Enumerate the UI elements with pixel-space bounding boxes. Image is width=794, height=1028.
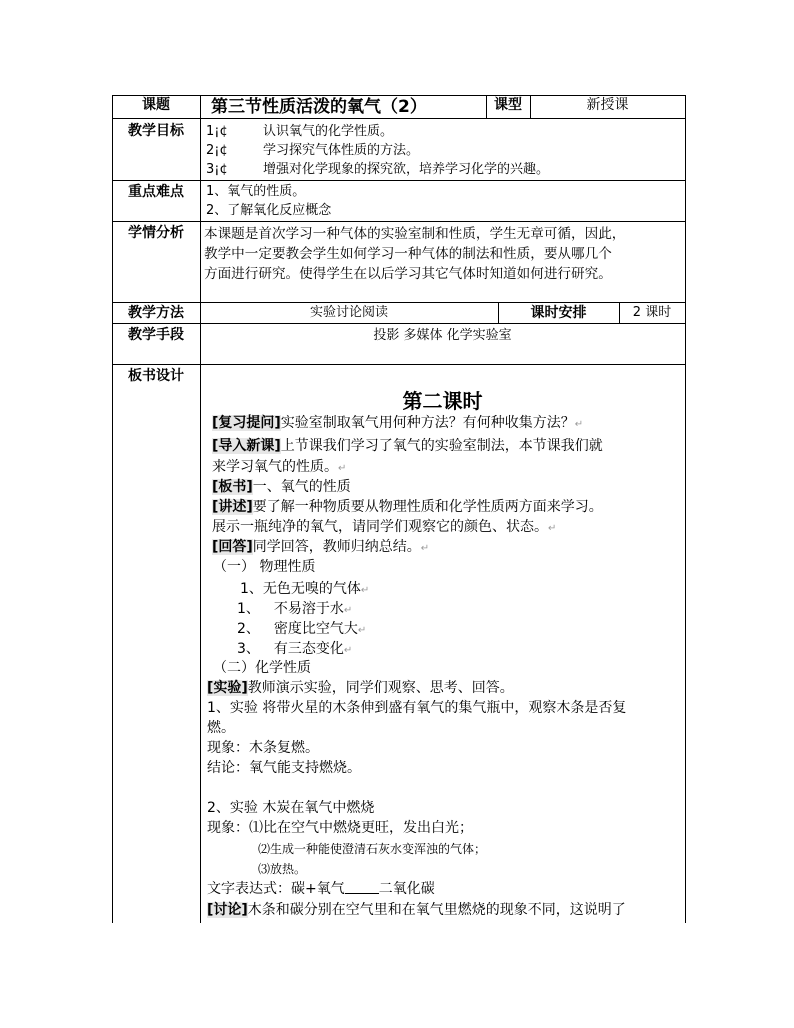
lesson-type-value: 新授课 (586, 97, 629, 113)
intro-text: 上节课我们学习了氧气的实验室制法，本节课我们就 (280, 438, 603, 454)
intro-line-cont (212, 458, 346, 478)
equation-left: 文字表达式：碳+氧气 (207, 881, 345, 897)
lesson-type-label: 课型 (494, 97, 522, 113)
item-text: 不易溶于水 (273, 601, 344, 617)
reaction-arrow-icon (345, 885, 379, 894)
goal-text: 学习探究气体性质的方法。 (263, 143, 420, 158)
return-mark-icon: ↵ (357, 625, 367, 636)
chemical-heading: （二）化学性质 (213, 660, 311, 676)
tag-label: [实验] (207, 680, 248, 696)
tag-label: [导入新课] (212, 438, 281, 454)
goal-text: 认识氧气的化学性质。 (263, 124, 394, 139)
return-mark-icon: ↵ (343, 605, 353, 616)
answer-line (212, 538, 429, 558)
exp2-phenomenon-2: ⑵生成一种能使澄清石灰水变浑浊的气体； (258, 842, 487, 856)
exp2-phenomenon-3: ⑶放热。 (258, 862, 307, 876)
item-number: 2、 (237, 621, 260, 637)
board-label: 板书设计 (128, 368, 184, 384)
exp2-title: 2、实验 木炭在氧气中燃烧 (207, 800, 375, 816)
return-mark-icon: ↵ (338, 463, 347, 474)
return-mark-icon: ↵ (574, 419, 584, 430)
hours-label: 课时安排 (530, 305, 587, 321)
analysis-line: 方面进行研究。使得学生在以后学习其它气体时知道如何进行研究。 (204, 266, 612, 282)
tag-label: [讲述] (212, 499, 253, 515)
equation-right: 二氧化碳 (378, 881, 435, 897)
item-number: 1、 (240, 581, 263, 597)
exp1-phenomenon: 现象：木条复燃。 (207, 740, 319, 756)
show-line (212, 518, 556, 538)
tag-label: [复习提问] (212, 415, 281, 431)
analysis-label: 学情分析 (128, 225, 184, 241)
lecture-text: 要了解一种物质要从物理性质和化学性质两方面来学习。 (252, 499, 603, 515)
goal-text: 增强对化学现象的探究欲，培养学习化学的兴趣。 (263, 162, 550, 177)
methods-label: 教学方法 (128, 305, 184, 321)
exp1-line: 1、实验 将带火星的木条伸到盛有氧气的集气瓶中，观察木条是否复 (207, 700, 627, 716)
return-mark-icon: ↵ (343, 645, 353, 656)
return-mark-icon: ↵ (420, 543, 430, 554)
list-item (237, 620, 366, 640)
item-text: 有三态变化 (273, 641, 344, 657)
board-heading: 第二课时 (402, 389, 483, 413)
return-mark-icon: ↵ (360, 585, 370, 596)
exp1-line-cont: 燃。 (207, 720, 235, 736)
item-number: 1、 (237, 601, 260, 617)
list-item (240, 580, 369, 600)
topic-label: 课题 (142, 97, 170, 113)
hours-value: 2 课时 (632, 305, 672, 320)
experiment-line (207, 679, 514, 697)
means-label: 教学手段 (128, 327, 184, 343)
key-points-label: 重点难点 (128, 184, 184, 200)
board-line (212, 478, 351, 496)
goal-number: 2¡¢ (206, 143, 228, 158)
goals-label: 教学目标 (128, 123, 184, 139)
word-equation (207, 880, 435, 898)
return-mark-icon: ↵ (548, 523, 557, 534)
exp2-phenomenon: 现象：⑴比在空气中燃烧更旺，发出白光； (207, 820, 473, 836)
show-text: 展示一瓶纯净的氧气，请同学们观察它的颜色、状态。 (212, 519, 548, 535)
list-item (237, 640, 352, 660)
discussion-text: 木条和碳分别在空气里和在氧气里燃烧的现象不同，这说明了 (247, 902, 626, 918)
means-value: 投影 多媒体 化学实验室 (373, 328, 512, 343)
review-question (212, 414, 583, 434)
methods-value: 实验讨论阅读 (309, 305, 388, 320)
discussion-line (207, 901, 626, 919)
board-text: 一、氧气的性质 (252, 479, 351, 495)
intro-line (212, 437, 603, 455)
tag-label: [回答] (212, 539, 253, 555)
analysis-line: 教学中一定要教会学生如何学习一种气体的制法和性质，要从哪几个 (204, 246, 612, 262)
item-number: 3、 (237, 641, 260, 657)
exp1-conclusion: 结论：氧气能支持燃烧。 (207, 760, 361, 776)
goal-number: 1¡¢ (206, 124, 228, 139)
intro-text: 来学习氧气的性质。 (212, 459, 338, 475)
experiment-text: 教师演示实验，同学们观察、思考、回答。 (247, 680, 514, 696)
item-text: 无色无嗅的气体 (262, 581, 361, 597)
tag-label: [讨论] (207, 902, 248, 918)
list-item (237, 600, 352, 620)
item-text: 密度比空气大 (273, 621, 358, 637)
tag-label: [板书] (212, 479, 253, 495)
review-text: 实验室制取氧气用何种方法？有何种收集方法？ (280, 415, 575, 431)
lecture-line (212, 498, 603, 516)
physical-heading: （一） 物理性质 (213, 559, 316, 575)
lesson-title: 第三节性质活泼的氧气（2） (211, 97, 427, 117)
answer-text: 同学回答，教师归纳总结。 (252, 539, 421, 555)
key-point-item: 2、了解氧化反应概念 (206, 203, 332, 218)
goal-number: 3¡¢ (206, 162, 228, 177)
key-point-item: 1、氧气的性质。 (206, 184, 306, 199)
analysis-line: 本课题是首次学习一种气体的实验室制和性质，学生无章可循，因此， (204, 226, 626, 242)
